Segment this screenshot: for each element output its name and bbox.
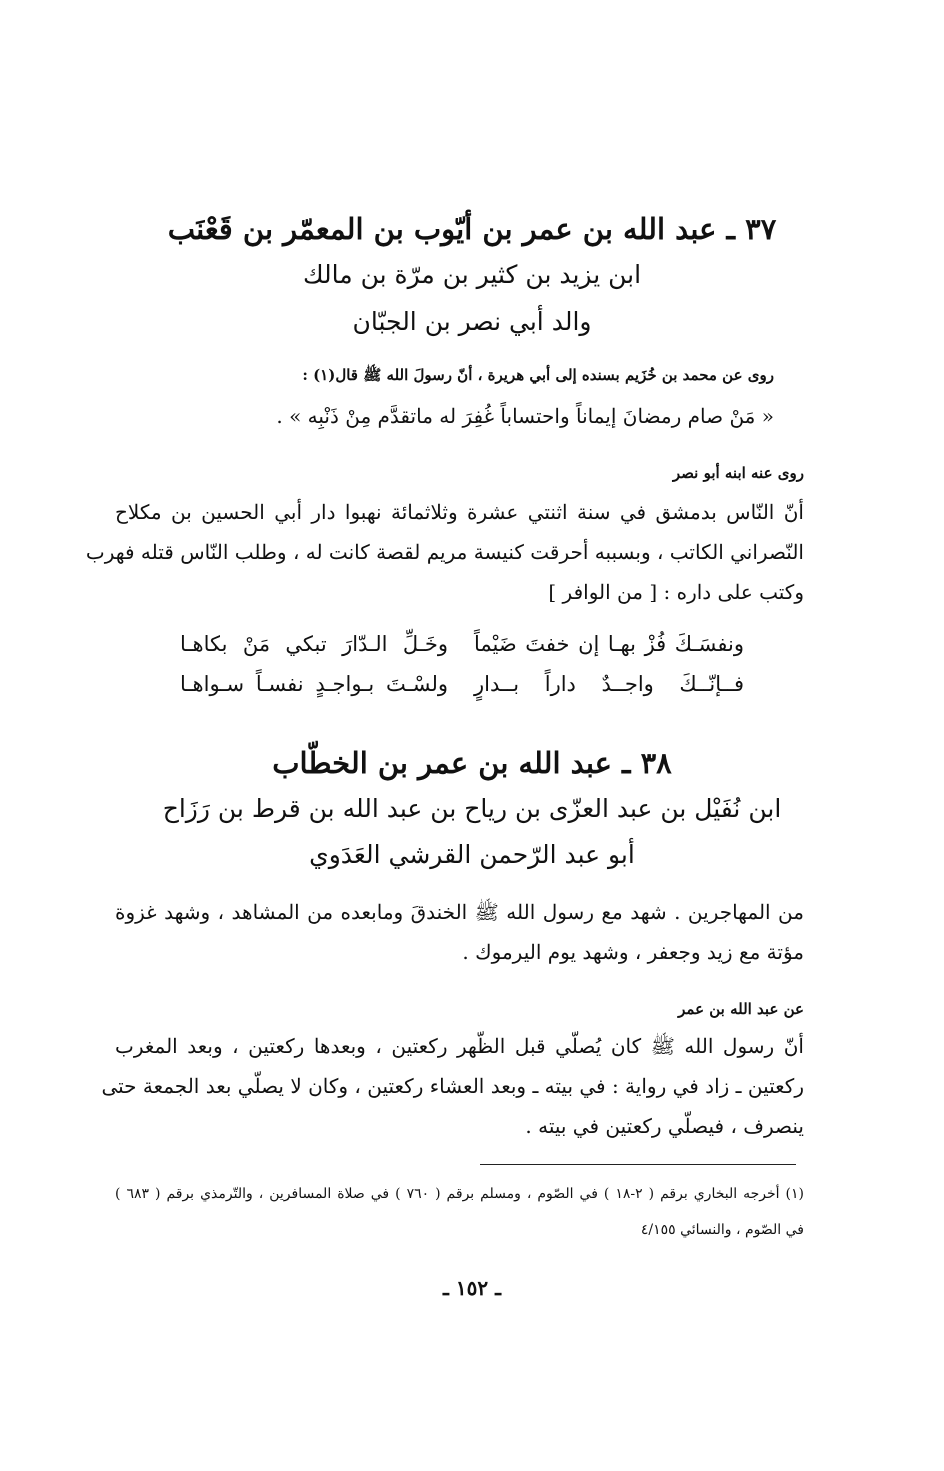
page-number: ـ ١٥٢ ـ [443, 1276, 501, 1300]
entry37-lineage-line1: ابن يزيد بن كثير بن مرّة بن مالك [302, 260, 642, 289]
footnote-line1: (١) أخرجه البخاري برقم ( ٢-١٨ ) في الصّوم ، ومسلم برقم ( ٧٦٠ ) في صلاة المسافرين ، والتّرمذي برقم ( ٦٨٣ ) [115, 1186, 804, 1202]
entry37-heading: ٣٧ ـ عبد الله بن عمر بن أيّوب بن المعمّر بن قَعْنَب [167, 212, 777, 246]
entry38-narrator-label: عن عبد الله بن عمر [678, 1000, 804, 1018]
entry37-narrator-label: روى عنه ابنه أبو نصر [672, 464, 804, 482]
entry38-hadith-line1: أنّ رسول الله ﷺ كان يُصلّي قبل الظّهر ركعتين ، وبعدها ركعتين ، وبعد المغرب [115, 1034, 804, 1058]
footnote-line2: في الصّوم ، والنسائي ٤/١٥٥ [640, 1222, 804, 1238]
entry37-story-line3: وكتب على داره : [ من الوافر ] [548, 580, 804, 604]
verse2-second-hemistich: ولسْـتَ بـواجـدٍ نفسـاً سـواهـا [180, 672, 448, 696]
footnote-separator [480, 1164, 796, 1165]
entry37-lineage-line2: والد أبي نصر بن الجبّان [352, 307, 592, 336]
entry37-story-line1: أنّ النّاس بدمشق في سنة اثنتي عشرة وثلاثمائة نهبوا دار أبي الحسين بن مكلاح [115, 500, 804, 524]
entry38-heading: ٣٨ ـ عبد الله بن عمر بن الخطّاب [272, 746, 672, 780]
entry38-lineage-line2: أبو عبد الرّحمن القرشي العَدَوي [309, 840, 635, 869]
verse1-first-hemistich: ونفسَـكَ فُزْ بهـا إن خفتَ ضَيْماً [474, 632, 744, 656]
entry38-hadith-line2: ركعتين ـ زاد في رواية : في بيته ـ وبعد العشاء ركعتين ، وكان لا يصلّي بعد الجمعة حتى [101, 1074, 804, 1098]
verse2-first-hemistich: فــإنّــكَ واجــدٌ داراً بــدارٍ [474, 672, 744, 696]
entry37-hadith: « مَنْ صام رمضانَ إيماناً واحتساباً غُفِرَ له ماتقدَّم مِنْ ذَنْبِه » . [276, 404, 774, 428]
entry37-story-line2: النّصراني الكاتب ، وبسببه أحرقت كنيسة مريم لقصة كانت له ، وطلب النّاس قتله فهرب [85, 540, 804, 564]
entry38-lineage-line1: ابن نُفَيْل بن عبد العزّى بن رياح بن عبد الله بن قرط بن رَزَاح [162, 794, 782, 823]
entry38-hadith-line3: ينصرف ، فيصلّي ركعتين في بيته . [525, 1114, 804, 1138]
verse1-second-hemistich: وخَـلِّ الـدّارَ تبكي مَنْ بكاهـا [180, 632, 448, 656]
entry38-bio-line1: من المهاجرين . شهد مع رسول الله ﷺ الخندقَ ومابعده من المشاهد ، وشهد غزوة [115, 900, 804, 924]
entry38-bio-line2: مؤتة مع زيد وجعفر ، وشهد يوم اليرموك . [462, 940, 804, 964]
entry37-isnad: روى عن محمد بن خُزَيم بسنده إلى أبي هريرة ، أنّ رسولَ الله ﷺ قال(١) : [302, 366, 774, 384]
